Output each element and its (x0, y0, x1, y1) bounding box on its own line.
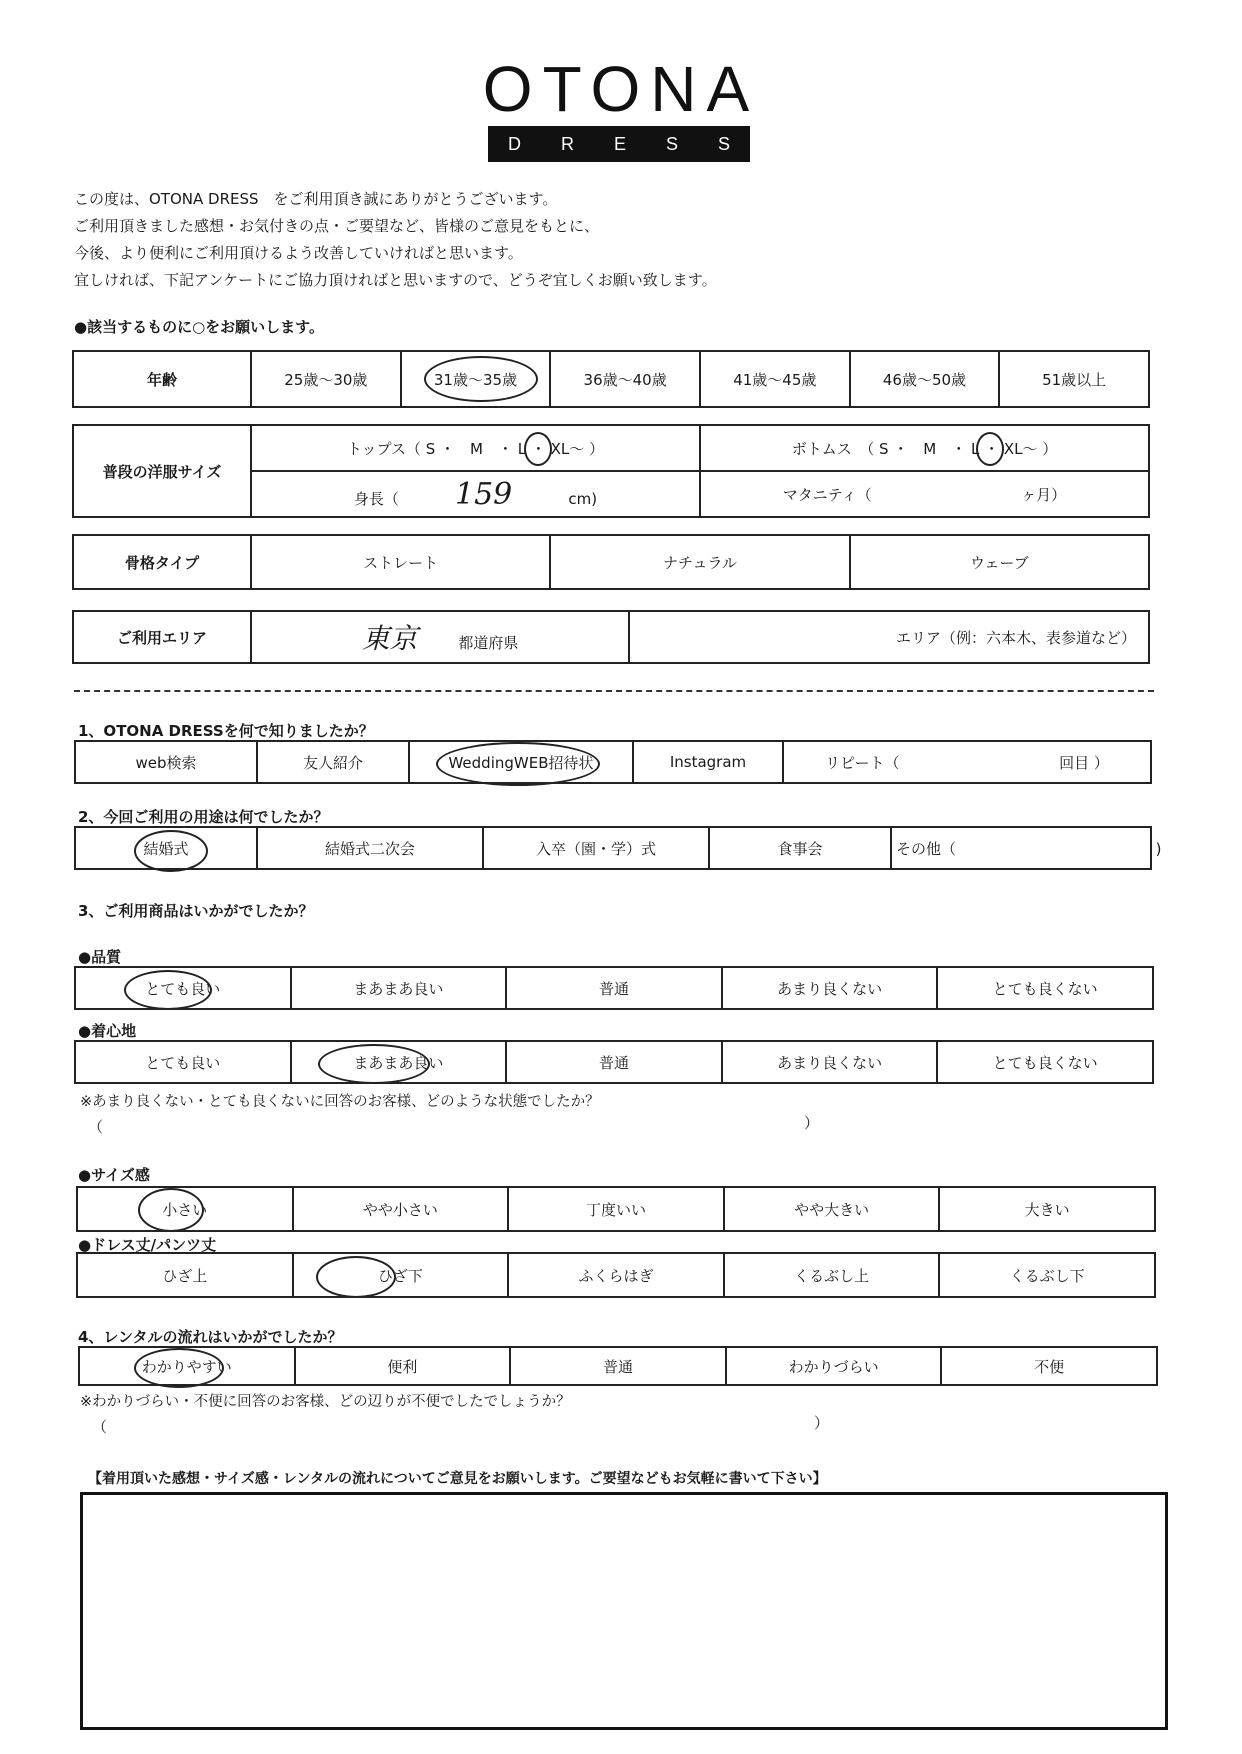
quality-option-selected[interactable]: とても良い (75, 967, 291, 1009)
comfort-option[interactable]: あまり良くない (722, 1041, 938, 1083)
q3-title: 3、ご利用商品はいかがでしたか？ (78, 902, 314, 920)
age-option[interactable]: 46歳～50歳 (850, 351, 1000, 407)
intro-line: この度は、OTONA DRESS をご利用頂き誠にありがとうございます。 (74, 190, 558, 208)
body-type-option[interactable]: ナチュラル (550, 535, 849, 589)
quality-label: ●品質 (78, 948, 122, 966)
brand-letter: S (717, 133, 730, 154)
length-option[interactable]: くるぶし下 (939, 1253, 1155, 1297)
maternity-label: マタニティ（ (782, 485, 872, 504)
tops-size[interactable]: トップス（ S ・ M ・ L ・ XL～ ） (251, 425, 700, 471)
maternity-unit: ヶ月） (1021, 485, 1067, 504)
selection-circle (976, 432, 1004, 466)
selection-circle (138, 1188, 204, 1232)
intro-text (74, 186, 717, 294)
quality-option[interactable]: とても良くない (937, 967, 1153, 1009)
q2-other-label: その他（ (896, 839, 957, 858)
age-option-selected[interactable]: 31歳～35歳 (401, 351, 551, 407)
length-label: ●ドレス丈/パンツ丈 (78, 1236, 217, 1254)
age-option[interactable]: 25歳～30歳 (251, 351, 401, 407)
free-comment-heading: 【着用頂いた感想・サイズ感・レンタルの流れについてご意見をお願いします。ご要望などもお気軽に書いて下さい】 (88, 1471, 827, 1487)
q4-note: ※わかりづらい・不便に回答のお客様、どの辺りが不便でしたでしょうか？ (80, 1394, 571, 1410)
age-table (72, 350, 1150, 408)
quality-option[interactable]: あまり良くない (722, 967, 938, 1009)
body-type-label: 骨格タイプ (73, 535, 251, 589)
q4-option[interactable]: 普通 (510, 1347, 726, 1385)
q2-option[interactable]: 食事会 (709, 827, 891, 869)
q4-option[interactable]: 便利 (295, 1347, 511, 1385)
age-option[interactable]: 51歳以上 (999, 351, 1149, 407)
maternity-field[interactable] (700, 471, 1149, 517)
body-type-option[interactable]: ストレート (251, 535, 550, 589)
profile-heading: ●該当するものに○をお願いします。 (74, 318, 324, 336)
selection-circle (524, 432, 552, 466)
q1-repeat-label: リピート（ (825, 753, 900, 772)
q1-repeat-unit: 回目 ） (1059, 753, 1109, 772)
age-label: 年齢 (73, 351, 251, 407)
q1-title: 1、OTONA DRESSを何で知りましたか？ (78, 722, 374, 740)
fit-option[interactable]: 丁度いい (508, 1187, 724, 1231)
fit-option[interactable]: やや小さい (293, 1187, 509, 1231)
q4-option-selected[interactable]: わかりやすい (79, 1347, 295, 1385)
height-unit: cm) (568, 489, 598, 508)
selection-circle (134, 830, 208, 872)
comfort-option[interactable]: 普通 (506, 1041, 722, 1083)
q1-option[interactable]: Instagram (633, 741, 783, 783)
fit-label: ●サイズ感 (78, 1166, 150, 1184)
length-table (76, 1252, 1156, 1298)
q2-other-close: ) (1155, 839, 1162, 858)
height-field[interactable] (251, 471, 700, 517)
quality-table (74, 966, 1154, 1010)
q1-option-selected[interactable]: WeddingWEB招待状 (409, 741, 633, 783)
quality-option[interactable]: 普通 (506, 967, 722, 1009)
q1-option[interactable]: web検索 (75, 741, 257, 783)
q4-table (78, 1346, 1158, 1386)
comfort-option[interactable]: とても良くない (937, 1041, 1153, 1083)
brand-letter: E (613, 133, 626, 154)
area-table (72, 610, 1150, 664)
q2-title: 2、今回ご利用の用途は何でしたか？ (78, 808, 329, 826)
selection-circle (436, 742, 600, 786)
paren-close: ） (814, 1414, 830, 1432)
length-option[interactable]: くるぶし上 (724, 1253, 940, 1297)
selection-circle (424, 356, 538, 402)
bottoms-size[interactable]: ボトムス （ S ・ M ・ L ・ XL～ ） (700, 425, 1149, 471)
fit-option[interactable]: やや大きい (724, 1187, 940, 1231)
intro-line: 宜しければ、下記アンケートにご協力頂ければと思いますので、どうぞ宜しくお願い致します。 (74, 271, 717, 289)
quality-option[interactable]: まあまあ良い (291, 967, 507, 1009)
q2-option[interactable]: 結婚式二次会 (257, 827, 483, 869)
brand-letter: S (665, 133, 678, 154)
prefecture-value: 東京 (361, 622, 418, 655)
intro-line: ご利用頂きました感想・お気付きの点・ご要望など、皆様のご意見をもとに、 (74, 217, 600, 235)
q1-table (74, 740, 1152, 784)
size-label: 普段の洋服サイズ (73, 425, 251, 517)
brand-logo: OTONA (482, 53, 760, 125)
brand-letter: R (560, 133, 574, 154)
q4-option[interactable]: わかりづらい (726, 1347, 942, 1385)
comfort-option-selected[interactable]: まあまあ良い (291, 1041, 507, 1083)
prefecture-label: 都道府県 (458, 634, 519, 652)
age-option[interactable]: 41歳～45歳 (700, 351, 850, 407)
fit-option[interactable]: 大きい (939, 1187, 1155, 1231)
q1-repeat-field[interactable] (783, 741, 1151, 783)
brand-sub-bar (488, 126, 750, 162)
comfort-table (74, 1040, 1154, 1084)
height-label: 身長（ (353, 489, 399, 508)
length-option[interactable]: ふくらはぎ (508, 1253, 724, 1297)
length-option[interactable]: ひざ上 (77, 1253, 293, 1297)
paren-open: （ (88, 1118, 104, 1136)
age-option[interactable]: 36歳～40歳 (550, 351, 700, 407)
q1-option[interactable]: 友人紹介 (257, 741, 409, 783)
paren-close: ） (804, 1114, 820, 1132)
selection-circle (134, 1348, 224, 1388)
comfort-label: ●着心地 (78, 1022, 137, 1040)
body-type-option[interactable]: ウェーブ (850, 535, 1149, 589)
paren-open: （ (92, 1418, 108, 1436)
area-label: ご利用エリア (73, 611, 251, 663)
selection-circle (124, 970, 212, 1010)
free-comment-box[interactable] (80, 1492, 1168, 1730)
q2-option[interactable]: 入卒（園・学）式 (483, 827, 709, 869)
height-value: 159 (455, 476, 513, 512)
q4-option[interactable]: 不便 (941, 1347, 1157, 1385)
prefecture-field[interactable] (251, 611, 629, 663)
selection-circle (318, 1044, 430, 1084)
fit-table (76, 1186, 1156, 1232)
divider (74, 690, 1154, 692)
q2-table (74, 826, 1162, 870)
comfort-option[interactable]: とても良い (75, 1041, 291, 1083)
body-type-table (72, 534, 1150, 590)
comfort-note: ※あまり良くない・とても良くないに回答のお客様、どのような状態でしたか？ (80, 1094, 600, 1110)
brand-letter: D (507, 133, 521, 154)
length-option-selected[interactable]: ひざ下 (293, 1253, 509, 1297)
fit-option-selected[interactable]: 小さい (77, 1187, 293, 1231)
area-field[interactable]: エリア（例：六本木、表参道など） (629, 611, 1149, 663)
q2-option-selected[interactable]: 結婚式 (75, 827, 257, 869)
q2-other-field[interactable] (891, 827, 1162, 869)
intro-line: 今後、より便利にご利用頂けるよう改善していければと思います。 (74, 244, 523, 262)
q4-title: 4、レンタルの流れはいかがでしたか？ (78, 1328, 343, 1346)
selection-circle (316, 1256, 396, 1298)
